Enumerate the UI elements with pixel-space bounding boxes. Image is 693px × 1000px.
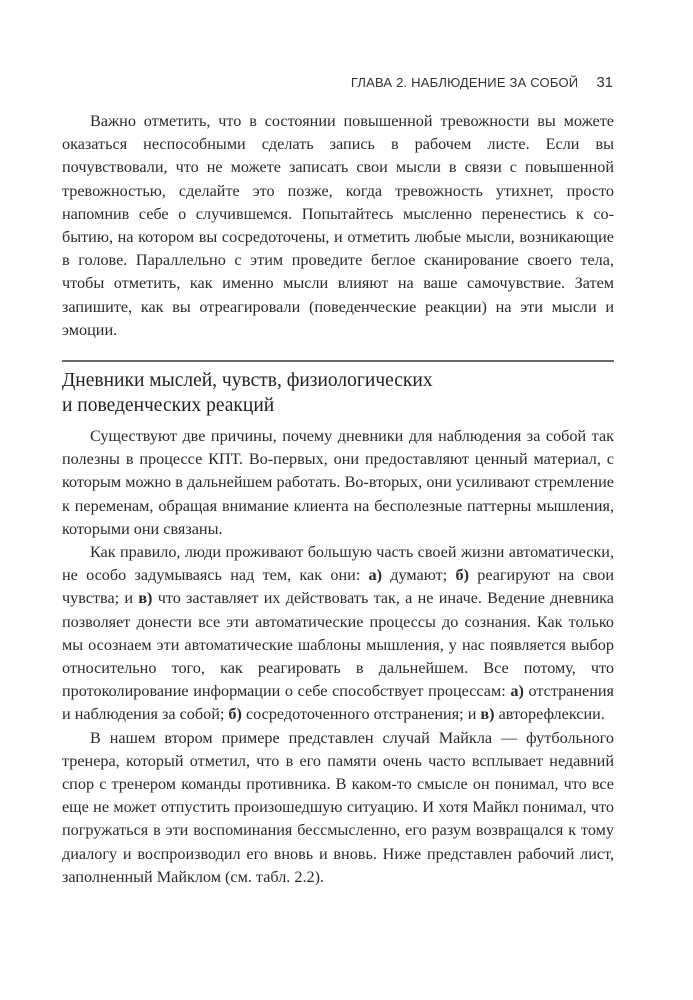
list-marker-c-2: в)	[480, 705, 495, 724]
section-heading-line2: и поведенческих реакций	[62, 395, 275, 416]
intro-paragraph: Важно отметить, что в состоянии повышенной тревожности вы можете оказаться неспособными сделать запись в рабочем листе. Если вы почувствовали, что не можете записать свои мысли в связи с повышенной тревожностью, сделайте это позже, когда тревожность утихнет, просто напомнив себе о случившемся. Попытайтесь мысленно перенестись к событию, на котором вы сосредоточены, и отметить любые мысли, возникающие в голове. Параллельно с этим проведите беглое сканирование своего тела, чтобы отметить, как именно мысли влияют на ваше самочувствие. Затем запишите, как вы отреагировали (поведенческие реакции) на эти мысли и эмоции.	[62, 112, 614, 339]
list-marker-a-2: а)	[510, 682, 524, 701]
section-divider	[62, 360, 614, 362]
section-heading-line1: Дневники мыслей, чувств, физиологических	[62, 370, 433, 391]
body-paragraph-2	[62, 541, 614, 727]
page-number: 31	[596, 74, 613, 91]
p2-text-5: отстранения и наблюдения за собой;	[62, 682, 614, 724]
running-header	[351, 74, 613, 91]
list-marker-a: а)	[368, 566, 383, 585]
chapter-title: ГЛАВА 2. НАБЛЮДЕНИЕ ЗА СОБОЙ	[350, 75, 579, 90]
list-marker-b: б)	[455, 566, 469, 585]
intro-text-block	[62, 110, 614, 342]
p2-text-7: авторефлексии.	[494, 705, 605, 724]
body-paragraph-1: Существуют две причины, почему дневники для наблюдения за собой так полезны в процессе КПТ. Во-первых, они предоставляют ценный материал, с которым можно в дальнейшем работать. Во-вторых, они усиливают стремление к переменам, обращая внимание клиента на бесполезные паттерны мышления, которыми они связаны.	[62, 427, 614, 538]
section-body	[62, 425, 614, 889]
p2-text-1: Как правило, люди проживают большую часть своей жизни автоматически, не особо задумываясь над тем, как они:	[62, 543, 614, 585]
body-paragraph-3: В нашем втором примере представлен случай Майкла — футбольного тренера, который отметил, что в его памяти очень часто всплывает недавний спор с тренером команды противника. В каком-то смысле он понимал, что все еще не может отпустить произошедшую ситуацию. И хотя Майкл понимал, что погружаться в эти воспоминания бессмысленно, его разум возвращался к тому диалогу и воспроизводил его вновь и вновь. Ниже представлен рабочий лист, заполненный Майклом (см. табл. 2.2).	[62, 728, 614, 886]
section-heading	[62, 368, 622, 418]
list-marker-b-2: б)	[228, 705, 242, 724]
p2-text-2: думают;	[382, 566, 456, 585]
p2-text-4: что заставляет их действовать так, а не иначе. Ведение дневника позволяет донести все эти автоматические процессы до сознания. Как только мы осознаем эти автоматические шаблоны мышления, у нас появляется выбор относительно того, как реагировать в дальнейшем. Все потому, что протоколирование информации о себе способствует процессам:	[62, 589, 614, 701]
list-marker-c: в)	[138, 589, 153, 608]
p2-text-3: реагируют на свои чувства; и	[62, 566, 614, 608]
p2-text-6: сосредоточенного отстранения; и	[241, 705, 481, 724]
